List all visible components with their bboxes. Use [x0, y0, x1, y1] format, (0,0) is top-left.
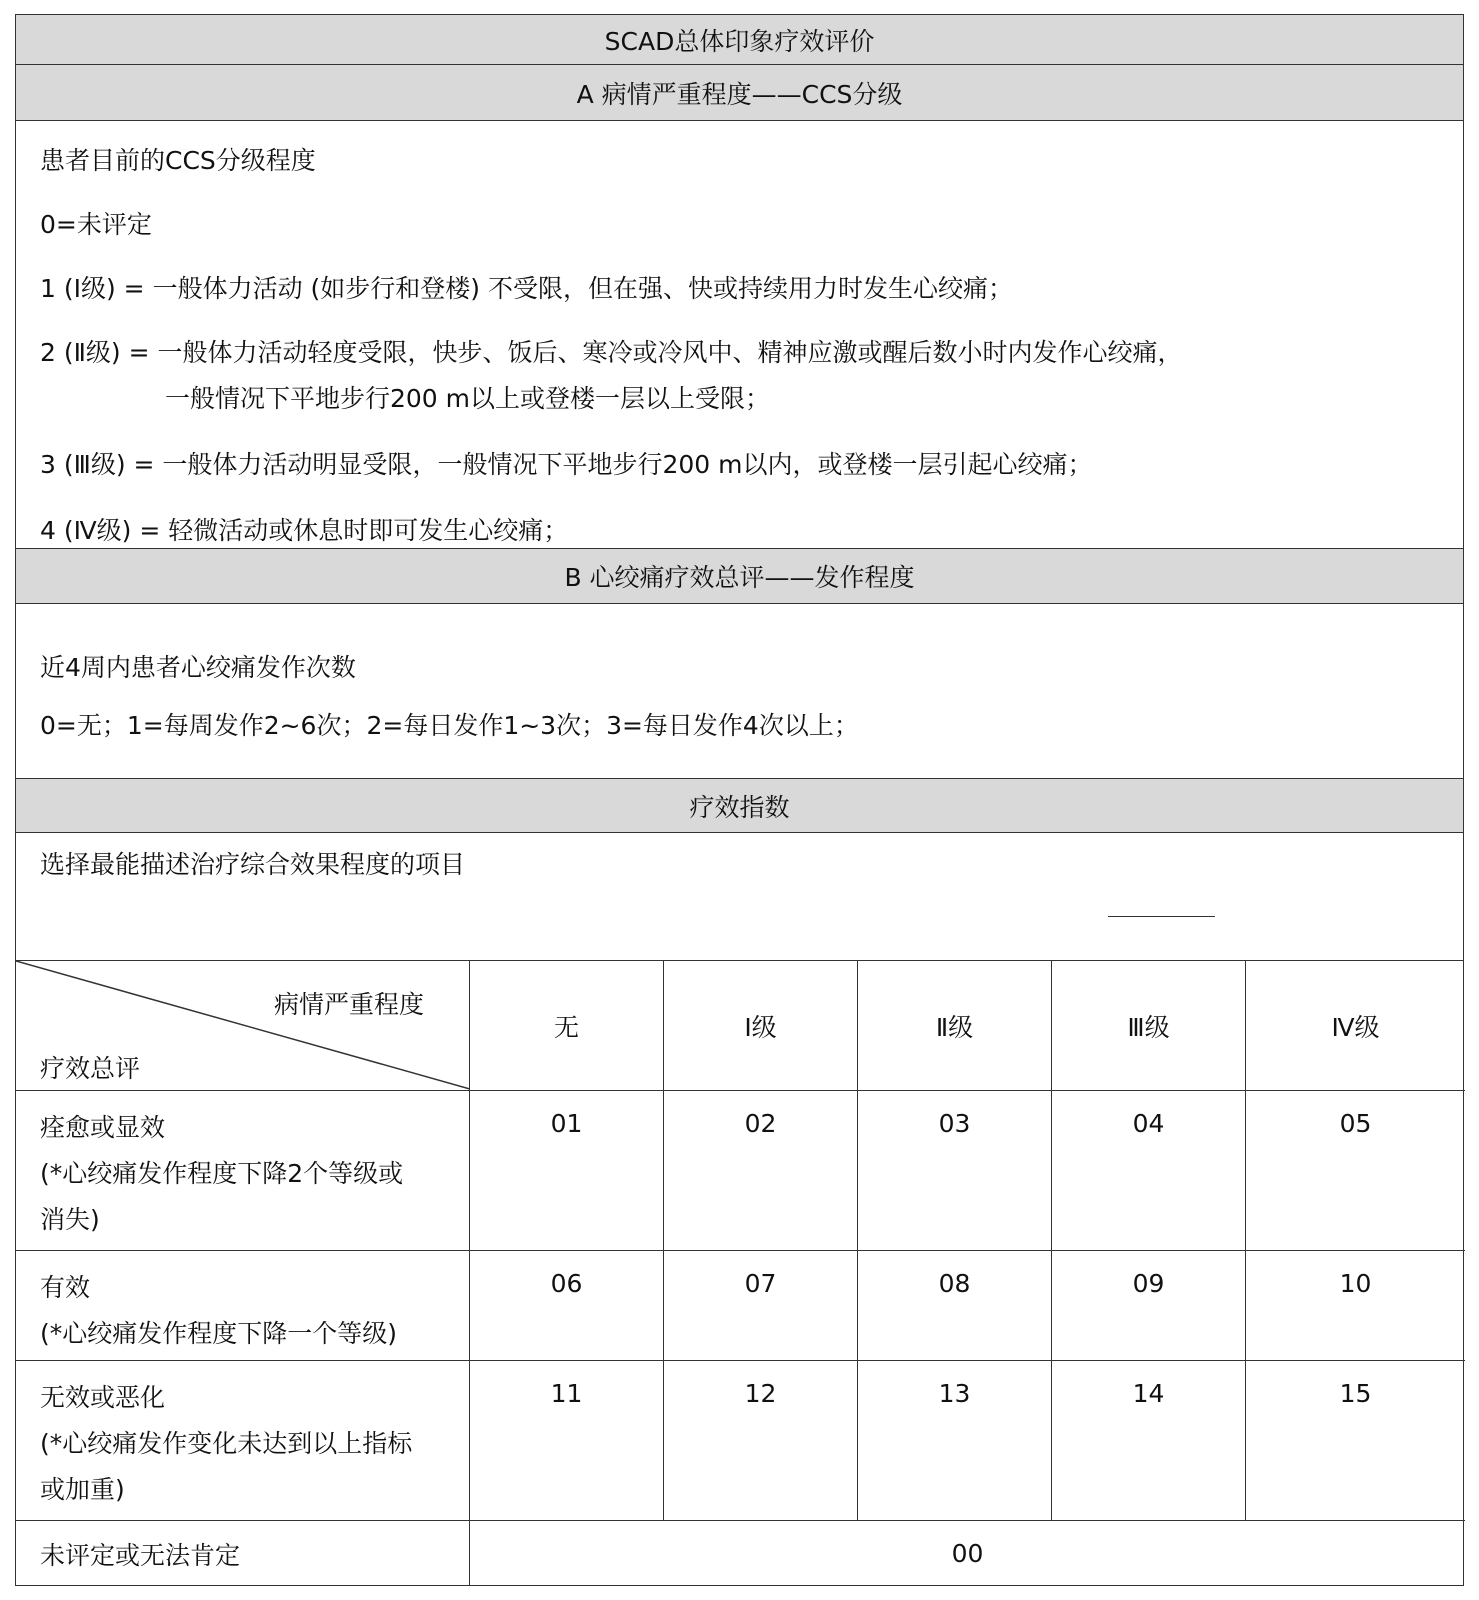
form-title	[16, 15, 1463, 65]
table-cell[interactable]	[664, 1361, 858, 1521]
section-a-body	[16, 121, 1463, 549]
table-cell[interactable]	[1246, 1251, 1465, 1361]
table-cell[interactable]	[1052, 1361, 1246, 1521]
table-cell[interactable]	[858, 1251, 1052, 1361]
column-header-grade-2-text: Ⅱ级	[935, 1012, 974, 1042]
efficacy-prompt: 选择最能描述治疗综合效果程度的项目	[40, 850, 466, 879]
cell-code: 05	[1339, 1109, 1372, 1138]
ccs-option-2: 2 (Ⅱ级) = 一般体力活动轻度受限，快步、饭后、寒冷或冷风中、精神应激或醒后数小时内发作心绞痛，	[40, 338, 1183, 367]
column-header-grade-1-text: Ⅰ级	[744, 1012, 777, 1042]
cell-code: 13	[938, 1379, 971, 1408]
column-header-grade-3	[1052, 961, 1246, 1091]
cell-code: 12	[744, 1379, 777, 1408]
table-cell[interactable]	[1052, 1251, 1246, 1361]
cell-code: 10	[1339, 1269, 1372, 1298]
scad-evaluation-form	[15, 14, 1464, 1586]
table-cell-merged[interactable]	[470, 1521, 1465, 1586]
ccs-option-1: 1 (Ⅰ级) = 一般体力活动 (如步行和登楼) 不受限，但在强、快或持续用力时发生心绞痛；	[40, 274, 1013, 303]
cell-code: 00	[951, 1539, 984, 1568]
section-a-header-text: A 病情严重程度——CCS分级	[576, 79, 903, 109]
cell-code: 01	[550, 1109, 583, 1138]
table-cell[interactable]	[1246, 1091, 1465, 1251]
answer-blank-line[interactable]	[1108, 916, 1215, 917]
cell-code: 15	[1339, 1379, 1372, 1408]
efficacy-index-header-text: 疗效指数	[689, 792, 790, 822]
ccs-option-4: 4 (Ⅳ级) = 轻微活动或休息时即可发生心绞痛；	[40, 516, 569, 545]
section-b-header-text: B 心绞痛疗效总评——发作程度	[564, 563, 915, 592]
column-header-grade-2	[858, 961, 1052, 1091]
cell-code: 02	[744, 1109, 777, 1138]
cell-code: 06	[550, 1269, 583, 1298]
efficacy-prompt-area	[16, 833, 1463, 960]
column-header-grade-4-text: Ⅳ级	[1331, 1012, 1380, 1042]
attack-count-prompt: 近4周内患者心绞痛发作次数	[40, 653, 356, 682]
row-label-line: (*心绞痛发作程度下降一个等级)	[40, 1319, 398, 1348]
corner-severity-label: 病情严重程度	[274, 990, 425, 1019]
ccs-option-0: 0=未评定	[40, 210, 152, 239]
column-header-grade-1	[664, 961, 858, 1091]
column-header-none-text: 无	[553, 1012, 579, 1042]
row-label-line: 消失)	[40, 1205, 100, 1234]
row-label-ineffective	[16, 1361, 470, 1521]
table-cell[interactable]	[858, 1091, 1052, 1251]
row-label-line: 或加重)	[40, 1475, 125, 1504]
grid-corner-cell	[16, 961, 470, 1091]
column-header-grade-4	[1246, 961, 1465, 1091]
cell-code: 03	[938, 1109, 971, 1138]
form-title-text: SCAD总体印象疗效评价	[604, 26, 875, 56]
cell-code: 04	[1132, 1109, 1165, 1138]
row-label-line: 无效或恶化	[40, 1383, 166, 1412]
row-label-marked-effect	[16, 1091, 470, 1251]
ccs-option-3: 3 (Ⅲ级) = 一般体力活动明显受限，一般情况下平地步行200 m以内，或登楼一层引起心绞痛；	[40, 450, 1093, 479]
row-label-line: 痊愈或显效	[40, 1113, 166, 1142]
cell-code: 09	[1132, 1269, 1165, 1298]
table-cell[interactable]	[664, 1251, 858, 1361]
corner-efficacy-label: 疗效总评	[40, 1054, 141, 1083]
cell-code: 11	[550, 1379, 583, 1408]
column-header-none	[470, 961, 664, 1091]
table-cell[interactable]	[470, 1361, 664, 1521]
table-cell[interactable]	[470, 1091, 664, 1251]
cell-code: 08	[938, 1269, 971, 1298]
table-cell[interactable]	[664, 1091, 858, 1251]
table-cell[interactable]	[1052, 1091, 1246, 1251]
cell-code: 14	[1132, 1379, 1165, 1408]
ccs-prompt: 患者目前的CCS分级程度	[40, 146, 316, 175]
section-a-header	[16, 65, 1463, 121]
efficacy-grid	[16, 960, 1463, 1587]
cell-code: 07	[744, 1269, 777, 1298]
row-label-not-evaluated	[16, 1521, 470, 1586]
ccs-option-2-continued: 一般情况下平地步行200 m以上或登楼一层以上受限；	[165, 384, 771, 413]
table-cell[interactable]	[858, 1361, 1052, 1521]
column-header-grade-3-text: Ⅲ级	[1127, 1012, 1170, 1042]
attack-count-options: 0=无；1=每周发作2~6次；2=每日发作1~3次；3=每日发作4次以上；	[40, 711, 859, 740]
row-label-line: (*心绞痛发作变化未达到以上指标	[40, 1429, 413, 1458]
section-b-body	[16, 604, 1463, 779]
row-label-effective	[16, 1251, 470, 1361]
section-b-header	[16, 549, 1463, 604]
table-cell[interactable]	[1246, 1361, 1465, 1521]
table-cell[interactable]	[470, 1251, 664, 1361]
row-label-not-evaluated-text: 未评定或无法肯定	[40, 1540, 241, 1570]
row-label-line: 有效	[40, 1273, 91, 1302]
efficacy-index-header	[16, 779, 1463, 833]
row-label-line: (*心绞痛发作程度下降2个等级或	[40, 1159, 404, 1188]
